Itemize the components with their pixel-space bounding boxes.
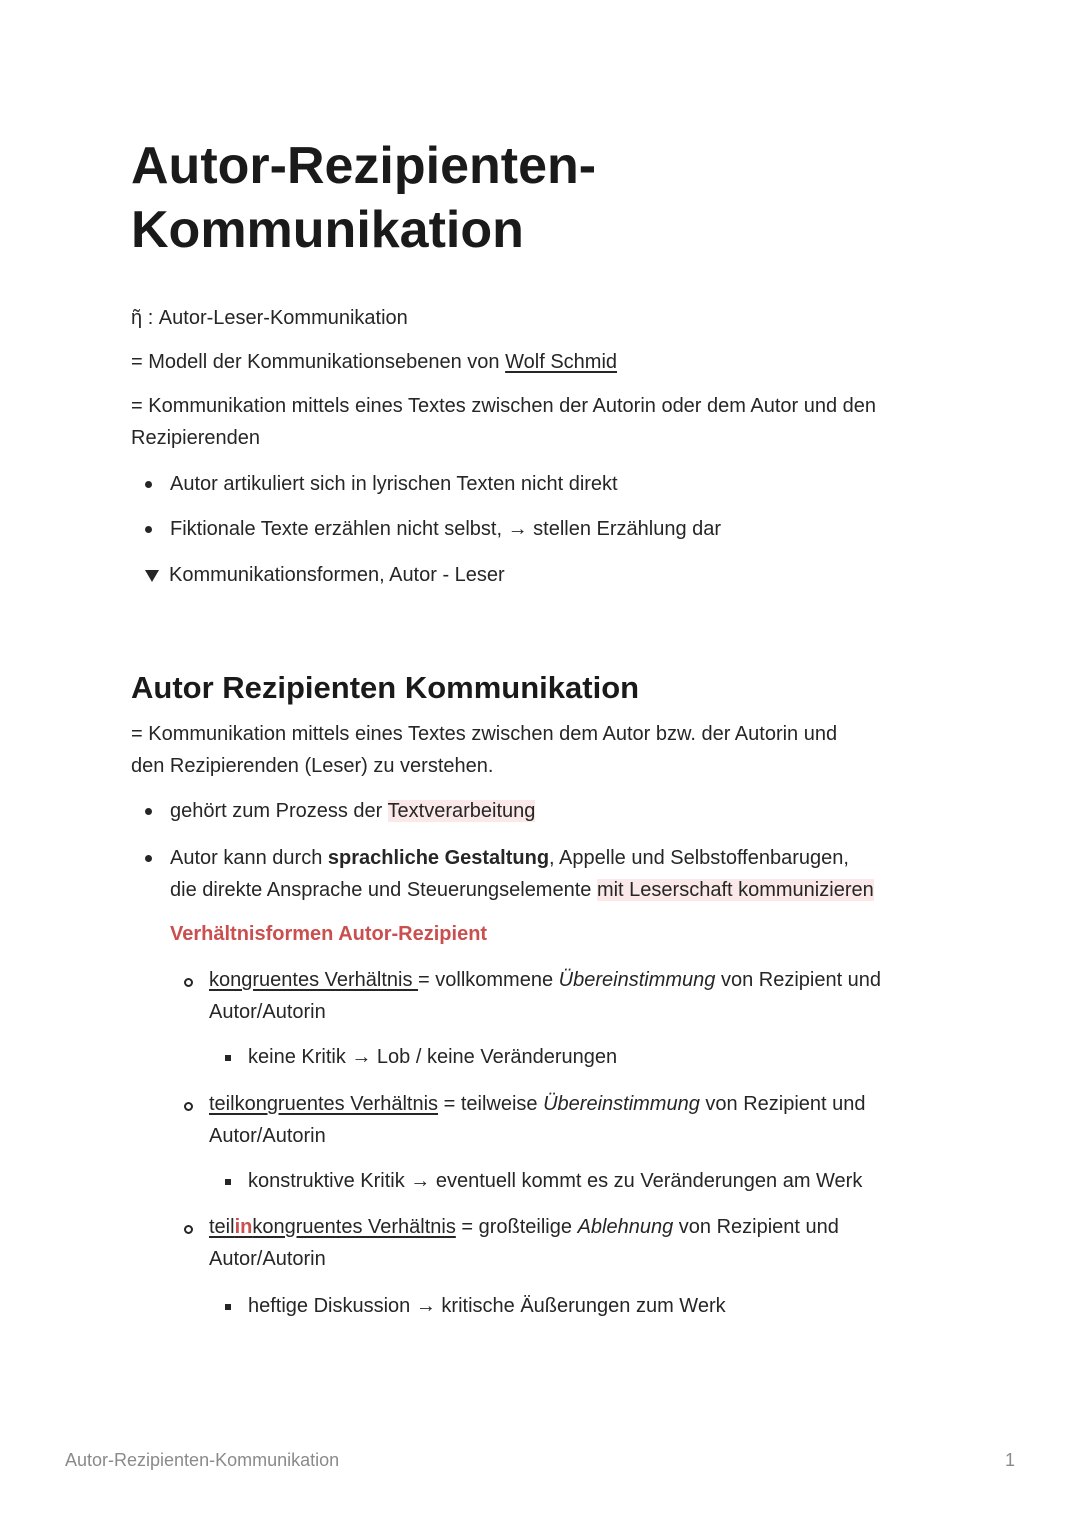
model-author-link[interactable]: Wolf Schmid (505, 351, 618, 373)
form-2-line-1 (209, 1088, 866, 1120)
bullet-dot (145, 526, 152, 533)
form-1-rest: von Rezipient und (715, 969, 882, 991)
toggle-triangle-icon[interactable] (145, 570, 159, 582)
form-2-rest: von Rezipient und (699, 1093, 866, 1115)
form-3-line-2: Autor/Autorin (209, 1248, 326, 1270)
bullet-dot (145, 855, 152, 862)
form-1-detail: keine Kritik → Lob / keine Veränderungen (248, 1046, 618, 1068)
bullet2-line2-prefix: die direkte Ansprache und Steuerungselemente (170, 879, 597, 901)
section-bullet-2-line-1 (170, 842, 849, 874)
form-3-detail: heftige Diskussion → kritische Äußerungen zum Werk (248, 1295, 726, 1317)
square-bullet (225, 1304, 231, 1310)
bullet-dot (145, 808, 152, 815)
section-bullet-2-line-2 (170, 874, 874, 906)
page-title-line2: Kommunikation (131, 201, 524, 259)
definition-line-1: = Kommunikation mittels eines Textes zwischen der Autorin oder dem Autor und den (131, 395, 877, 417)
form-1-line-1 (209, 964, 881, 996)
model-line (131, 346, 617, 378)
bullet2-rest: , Appelle und Selbstoffenbarugen, (549, 847, 849, 869)
synonym-symbol: ῆ (131, 307, 143, 329)
bullet2-bold: sprachliche Gestaltung (327, 847, 550, 869)
form-2-term: teilkongruentes Verhältnis (209, 1093, 439, 1115)
circle-bullet (184, 1225, 193, 1234)
circle-bullet (184, 1102, 193, 1111)
intro-bullet-1: Autor artikuliert sich in lyrischen Texten nicht direkt (170, 473, 618, 495)
page-number: 1 (1004, 1450, 1015, 1470)
leserschaft-highlight: mit Leserschaft kommunizieren (596, 879, 874, 901)
textverarbeitung-highlight: Textverarbeitung (387, 800, 536, 822)
form-1-line-2: Autor/Autorin (209, 1001, 326, 1023)
form-2-line-2: Autor/Autorin (209, 1125, 326, 1147)
definition-line-2: Rezipierenden (131, 427, 260, 449)
form-1-eq: = vollkommene (418, 969, 559, 991)
page-title-line1: Autor-Rezipienten- (131, 137, 597, 195)
subheading: Verhältnisformen Autor-Rezipient (170, 923, 488, 945)
footer-title: Autor-Rezipienten-Kommunikation (65, 1450, 340, 1470)
section-definition-line-2: den Rezipierenden (Leser) zu verstehen. (131, 755, 494, 777)
section-definition-line-1: = Kommunikation mittels eines Textes zwischen dem Autor bzw. der Autorin und (131, 723, 838, 745)
form-2-italic: Übereinstimmung (543, 1093, 700, 1115)
form-3-term (209, 1216, 456, 1238)
bullet-dot (145, 481, 152, 488)
synonym-line (131, 302, 408, 334)
toggle-label[interactable]: Kommunikationsformen, Autor - Leser (169, 564, 505, 586)
bullet2-prefix: Autor kann durch (170, 847, 328, 869)
form-3-line-1 (209, 1211, 839, 1243)
square-bullet (225, 1179, 231, 1185)
model-prefix: = Modell der Kommunikationsebenen von (131, 351, 506, 373)
form-3-italic: Ablehnung (577, 1216, 674, 1238)
form-3-term-c: kongruentes Verhältnis (252, 1216, 456, 1238)
form-2-eq: = teilweise (438, 1093, 544, 1115)
form-2-detail: konstruktive Kritik → eventuell kommt es zu Veränderungen am Werk (248, 1170, 863, 1192)
page-title (131, 134, 831, 262)
section-heading: Autor Rezipienten Kommunikation (131, 670, 640, 705)
bullet1-text: gehört zum Prozess der (170, 800, 388, 822)
form-1-term: kongruentes Verhältnis (209, 969, 419, 991)
form-3-term-a: teil (209, 1216, 235, 1238)
form-3-term-b: in (234, 1216, 253, 1238)
synonym-text: : Autor-Leser-Kommunikation (147, 307, 408, 329)
square-bullet (225, 1055, 231, 1061)
section-bullet-1 (170, 795, 535, 827)
circle-bullet (184, 978, 193, 987)
intro-bullet-2: Fiktionale Texte erzählen nicht selbst, → stellen Erzählung dar (170, 518, 722, 540)
form-1-italic: Übereinstimmung (558, 969, 716, 991)
form-3-eq: = großteilige (455, 1216, 578, 1238)
form-3-rest: von Rezipient und (673, 1216, 839, 1238)
